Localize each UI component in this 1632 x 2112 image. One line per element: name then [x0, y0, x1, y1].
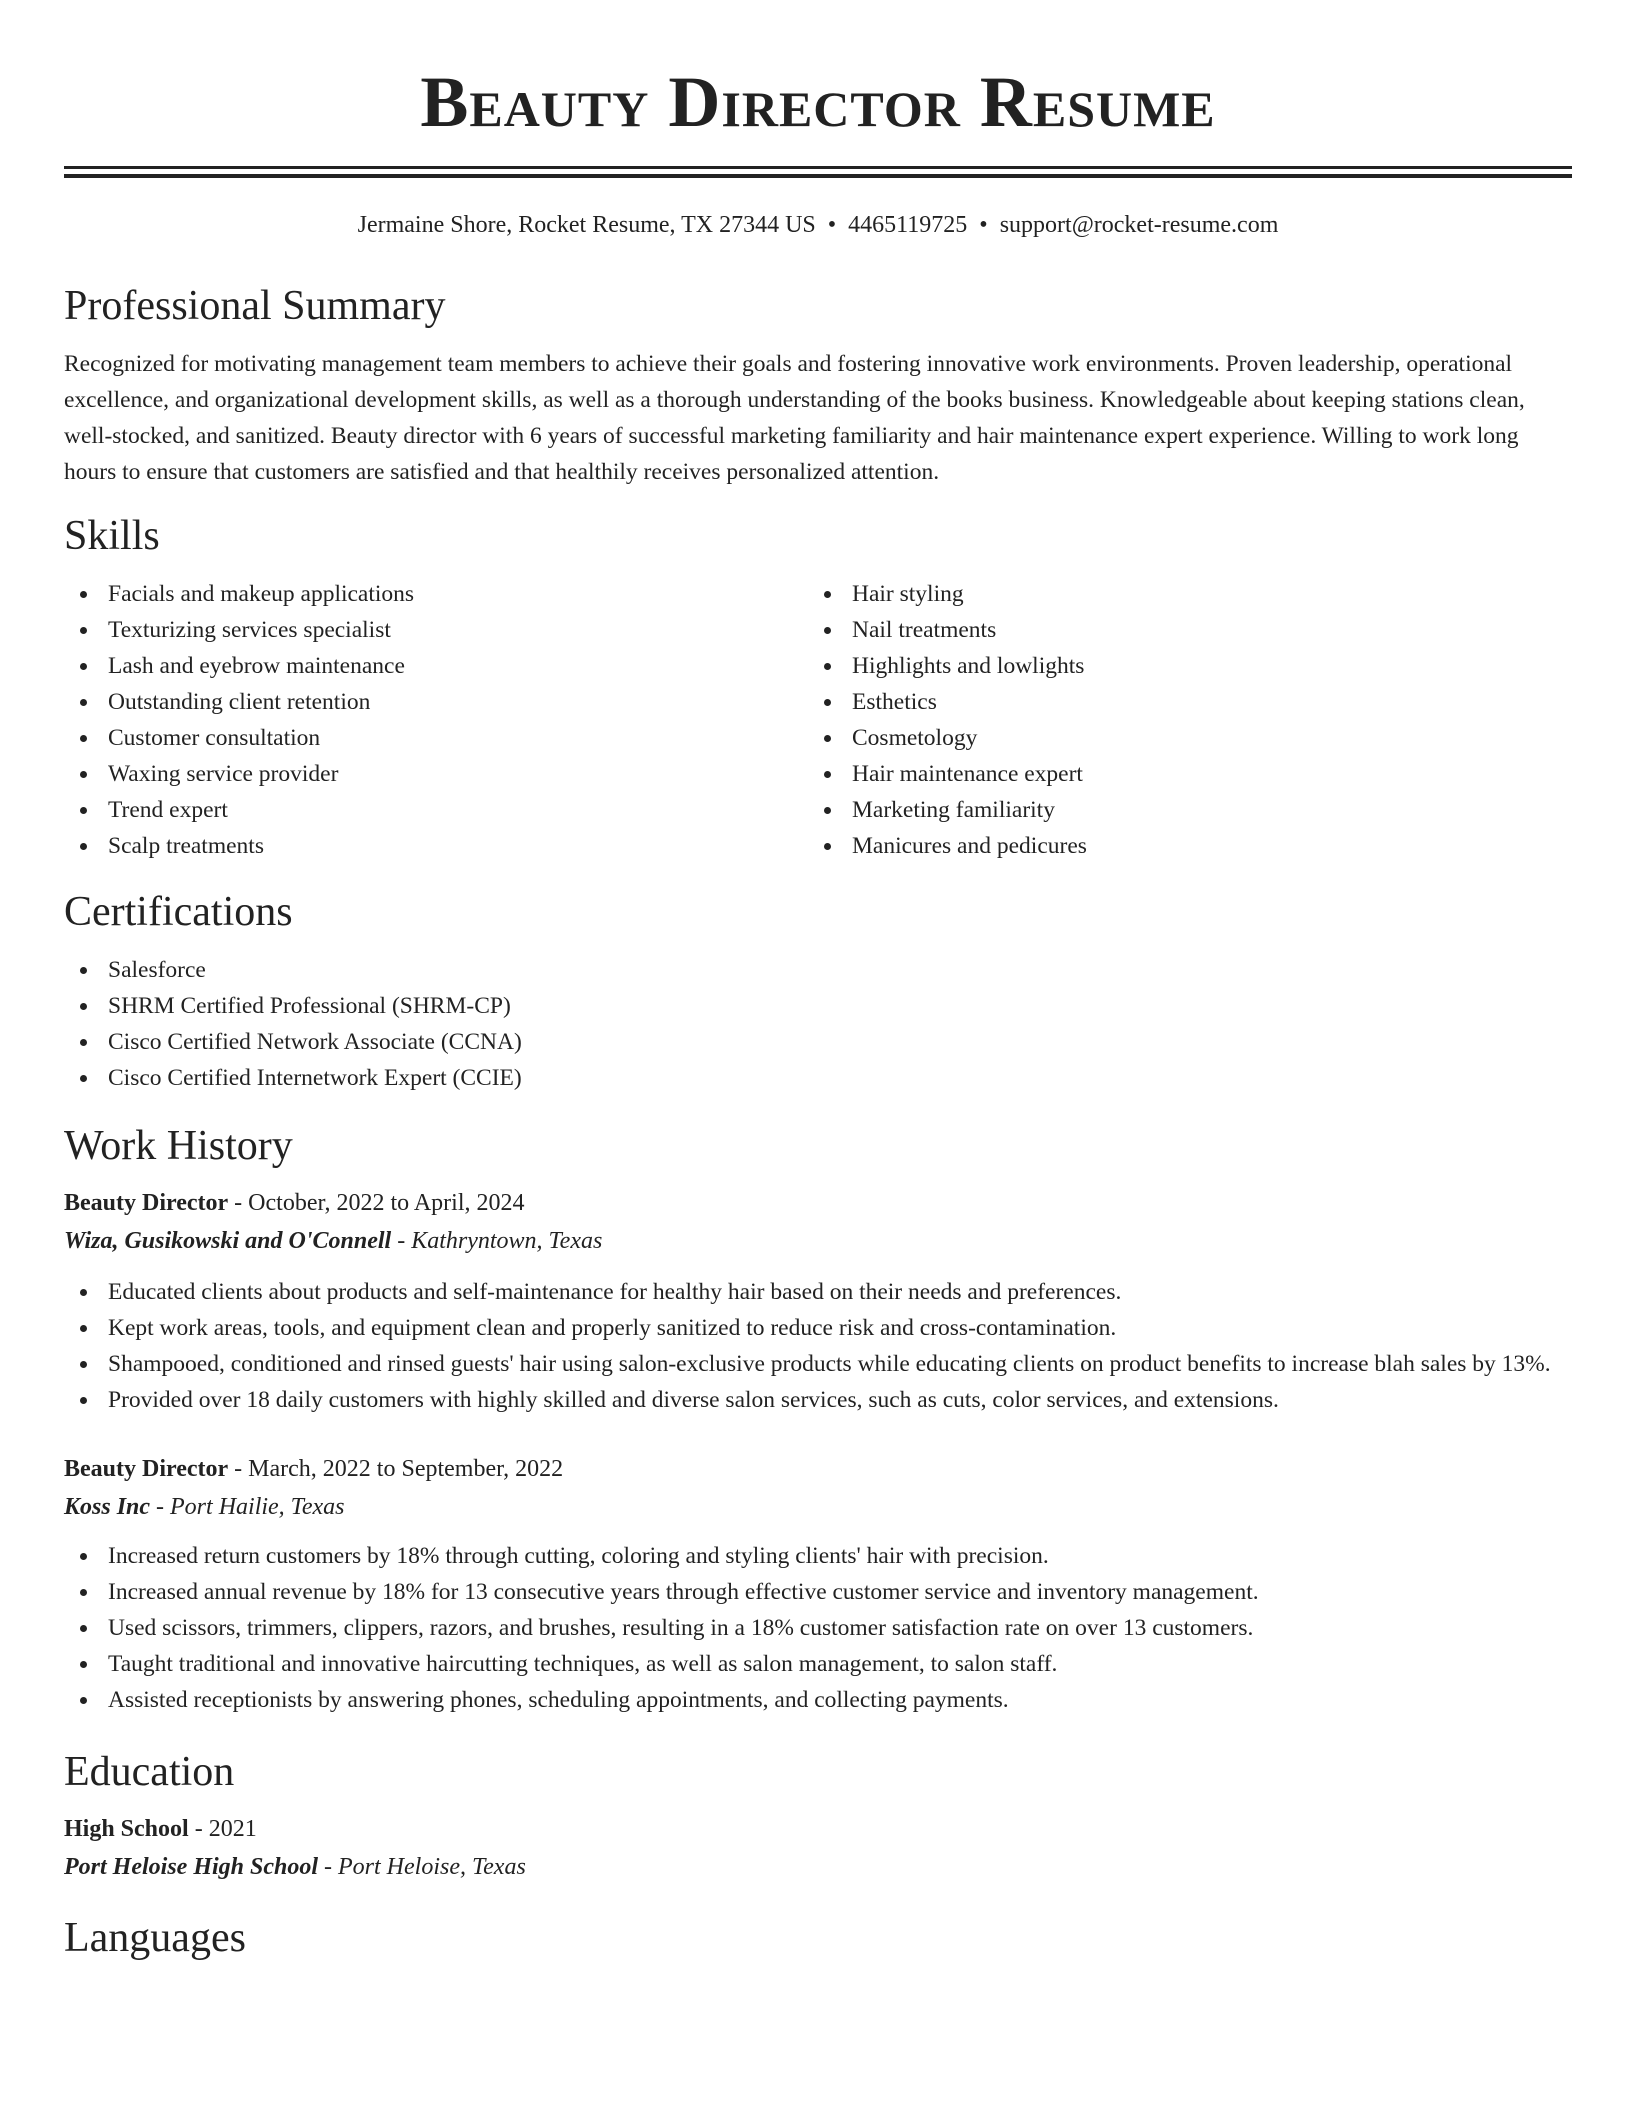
resume-title: Beauty Director Resume [420, 62, 1216, 142]
skill-item: Texturizing services specialist [64, 612, 808, 648]
job-dates: - October, 2022 to April, 2024 [228, 1190, 525, 1216]
job-title: Beauty Director [64, 1190, 229, 1216]
work-history-heading: Work History [64, 1123, 293, 1169]
skill-item: Scalp treatments [64, 828, 808, 864]
contact-line [64, 208, 1572, 242]
job-company: Wiza, Gusikowski and O'Connell [64, 1228, 392, 1254]
job-duty: Educated clients about products and self-maintenance for healthy hair based on their needs and preferences. [64, 1274, 1572, 1310]
skill-item: Trend expert [64, 792, 808, 828]
resume-page [64, 0, 1572, 1964]
certifications-list [64, 952, 1572, 1096]
education-heading: Education [64, 1749, 235, 1795]
job-title-line [64, 1184, 1572, 1222]
job-duty: Increased annual revenue by 18% for 13 consecutive years through effective customer service and inventory management. [64, 1574, 1572, 1610]
contact-email: support@rocket-resume.com [999, 212, 1279, 238]
job-company-line [64, 1488, 1572, 1526]
skill-item: Manicures and pedicures [808, 828, 1552, 864]
contact-phone: 4465119725 [848, 212, 968, 238]
job-company-line [64, 1222, 1572, 1260]
education-location: - Port Heloise, Texas [318, 1854, 526, 1880]
contact-address: Jermaine Shore, Rocket Resume, TX 27344 US [357, 212, 816, 238]
skills-list-left [64, 576, 808, 864]
job-duty: Shampooed, conditioned and rinsed guests' hair using salon-exclusive products while educating clients on product benefits to increase blah sales by 13%. [64, 1346, 1572, 1382]
certifications-heading: Certifications [64, 889, 293, 935]
skills-heading: Skills [64, 513, 160, 559]
education-entry [64, 1810, 1572, 1886]
job-duty: Kept work areas, tools, and equipment clean and properly sanitized to reduce risk and cross-contamination. [64, 1310, 1572, 1346]
job-duty: Increased return customers by 18% through cutting, coloring and styling clients' hair with precision. [64, 1538, 1572, 1574]
certification-item: Cisco Certified Internetwork Expert (CCIE) [64, 1060, 1572, 1096]
job-company: Koss Inc [64, 1494, 151, 1520]
skills-list-right [808, 576, 1552, 864]
job-location: - Port Hailie, Texas [150, 1494, 345, 1520]
skills-grid [64, 576, 1572, 864]
job-duty: Provided over 18 daily customers with highly skilled and diverse salon services, such as cuts, color services, and extensions. [64, 1382, 1572, 1418]
skill-item: Hair maintenance expert [808, 756, 1552, 792]
job-duties-list [64, 1274, 1572, 1418]
job-duty: Assisted receptionists by answering phones, scheduling appointments, and collecting payments. [64, 1682, 1572, 1718]
skill-item: Highlights and lowlights [808, 648, 1552, 684]
title-rule-bottom [64, 174, 1572, 178]
title-rule-top [64, 166, 1572, 169]
skill-item: Esthetics [808, 684, 1552, 720]
job-entry [64, 1184, 1572, 1418]
skill-item: Cosmetology [808, 720, 1552, 756]
skill-item: Facials and makeup applications [64, 576, 808, 612]
job-title: Beauty Director [64, 1456, 229, 1482]
job-duty: Taught traditional and innovative haircutting techniques, as well as salon management, to salon staff. [64, 1646, 1572, 1682]
job-duties-list [64, 1538, 1572, 1718]
skill-item: Waxing service provider [64, 756, 808, 792]
job-entry [64, 1450, 1572, 1718]
education-degree: High School [64, 1816, 189, 1842]
summary-text: Recognized for motivating management team members to achieve their goals and fostering innovative work environments. Proven leadership, operational excellence, and organizational development skills, as well as a thorough understanding of the books business. Knowledgeable about keeping stations clean, well-stocked, and sanitized. Beauty director with 6 years of successful marketing familiarity and hair maintenance expert experience. Willing to work long hours to ensure that customers are satisfied and that healthily receives personalized attention. [64, 351, 1525, 485]
skill-item: Nail treatments [808, 612, 1552, 648]
certification-item: SHRM Certified Professional (SHRM-CP) [64, 988, 1572, 1024]
summary-heading: Professional Summary [64, 283, 446, 329]
skill-item: Outstanding client retention [64, 684, 808, 720]
education-school: Port Heloise High School [64, 1854, 319, 1880]
job-location: - Kathryntown, Texas [391, 1228, 603, 1254]
languages-heading: Languages [64, 1915, 246, 1961]
certification-item: Salesforce [64, 952, 1572, 988]
job-dates: - March, 2022 to September, 2022 [228, 1456, 564, 1482]
education-school-line [64, 1848, 1572, 1886]
skill-item: Customer consultation [64, 720, 808, 756]
skill-item: Marketing familiarity [808, 792, 1552, 828]
education-year: - 2021 [188, 1816, 257, 1842]
job-duty: Used scissors, trimmers, clippers, razors, and brushes, resulting in a 18% customer satisfaction rate on over 13 customers. [64, 1610, 1572, 1646]
certification-item: Cisco Certified Network Associate (CCNA) [64, 1024, 1572, 1060]
job-title-line [64, 1450, 1572, 1488]
education-degree-line [64, 1810, 1572, 1848]
skill-item: Lash and eyebrow maintenance [64, 648, 808, 684]
skill-item: Hair styling [808, 576, 1552, 612]
contact-separator: • [979, 212, 988, 238]
contact-separator: • [827, 212, 837, 238]
